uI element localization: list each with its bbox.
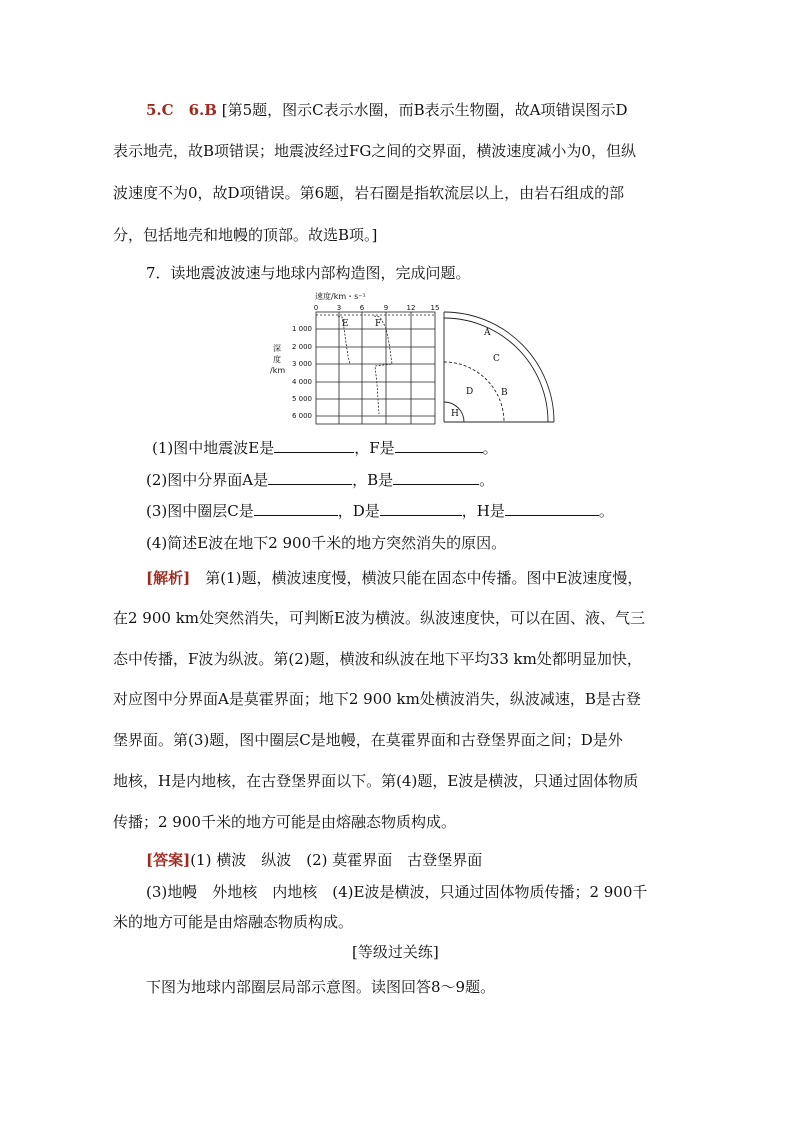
q7-sub-1-text-b: ，F是 <box>354 439 395 457</box>
speed-tick: 12 <box>406 304 416 312</box>
q5-6-answers: 5.C 6.B <box>146 101 217 119</box>
analysis-line-3: 态中传播，F波为纵波。第(2)题，横波和纵波在地下平均33 km处都明显加快， <box>113 650 642 668</box>
answer-text-1: (1) 横波 纵波 (2) 莫霍界面 古登堡界面 <box>190 851 483 869</box>
answer-line-1 <box>146 850 482 870</box>
analysis-line-7: 传播；2 900千米的地方可能是由熔融态物质构成。 <box>113 813 456 831</box>
depth-axis-title: 深 <box>273 344 281 353</box>
depth-tick: 4 000 <box>291 378 312 386</box>
layer-label-h: H <box>451 409 459 419</box>
q7-sub-3-text-d: 。 <box>598 502 614 520</box>
answer-blank <box>505 501 599 516</box>
analysis-line-6: 地核，H是内地核，在古登堡界面以下。第(4)题，E波是横波，只通过固体物质 <box>113 772 639 790</box>
q7-sub-1-text-a: (1)图中地震波E是 <box>152 439 275 457</box>
speed-tick: 9 <box>383 304 389 312</box>
analysis-line-1 <box>146 568 642 588</box>
q7-sub-2-text-b: ，B是 <box>352 471 394 489</box>
answer-line-2: (3)地幔 外地核 内地核 (4)E波是横波，只通过固体物质传播；2 900千 <box>146 883 648 901</box>
analysis-line-4: 对应图中分界面A是莫霍界面；地下2 900 km处横波消失，纵波减速，B是古登 <box>113 690 641 708</box>
speed-tick: 0 <box>313 304 319 312</box>
wave-label-e: E <box>342 319 349 329</box>
q7-sub-4: (4)简述E波在地下2 900千米的地方突然消失的原因。 <box>146 534 507 552</box>
seismic-figure <box>268 288 568 428</box>
depth-tick: 6 000 <box>291 412 312 420</box>
q5-6-line-3: 波速度不为0，故D项错误。第6题，岩石圈是指软流层以上，由岩石组成的部 <box>113 184 625 202</box>
section-title: [等级过关练] <box>352 943 439 961</box>
layer-label-d: D <box>466 387 474 397</box>
depth-axis-title: /km <box>270 366 286 375</box>
q5-6-line-4: 分，包括地壳和地幔的顶部。故选B项。] <box>113 226 378 244</box>
wave-label-f: F <box>375 319 382 329</box>
analysis-tag: [解析] <box>146 569 191 587</box>
layer-label-b: B <box>501 388 508 398</box>
speed-tick: 3 <box>336 304 342 312</box>
q7-sub-1 <box>152 438 498 458</box>
q7-sub-2-text-a: (2)图中分界面A是 <box>146 471 269 489</box>
speed-tick: 15 <box>430 304 440 312</box>
speed-axis-title: 速度/km・s⁻¹ <box>315 292 366 301</box>
answer-blank <box>395 438 483 453</box>
analysis-text-1: 第(1)题，横波速度慢，横波只能在固态中传播。图中E波速度慢， <box>190 569 643 587</box>
q5-6-line-2: 表示地壳，故B项错误；地震波经过FG之间的交界面，横波速度减小为0，但纵 <box>113 142 636 160</box>
q7-sub-1-text-c: 。 <box>482 439 498 457</box>
layer-label-c: C <box>493 354 500 364</box>
depth-tick: 2 000 <box>291 343 312 351</box>
q7-sub-2-text-c: 。 <box>479 471 495 489</box>
analysis-line-5: 堡界面。第(3)题，图中圈层C是地幔，在莫霍界面和古登堡界面之间；D是外 <box>113 731 623 749</box>
answer-blank <box>274 438 354 453</box>
q5-6-text-1: [第5题，图示C表示水圈，而B表示生物圈，故A项错误图示D <box>221 101 628 119</box>
q7-sub-3-text-a: (3)图中圈层C是 <box>146 502 254 520</box>
answer-blank <box>393 470 479 485</box>
answer-line-3: 米的地方可能是由熔融态物质构成。 <box>113 913 354 931</box>
q7-sub-3-text-b: ，D是 <box>337 502 380 520</box>
answer-blank <box>380 501 462 516</box>
analysis-line-2: 在2 900 km处突然消失，可判断E波为横波。纵波速度快，可以在固、液、气三 <box>113 609 645 627</box>
q7-sub-3-text-c: ，H是 <box>461 502 505 520</box>
speed-tick: 6 <box>359 304 365 312</box>
q7-sub-3 <box>146 501 614 521</box>
answer-tag: [答案] <box>146 851 191 869</box>
q7-sub-2 <box>146 470 494 490</box>
earth-section <box>444 312 554 422</box>
depth-tick: 5 000 <box>291 395 312 403</box>
answer-blank <box>268 470 352 485</box>
depth-tick: 1 000 <box>291 325 312 333</box>
answer-blank <box>254 501 338 516</box>
depth-axis-title: 度 <box>273 355 281 364</box>
q7-stem: 7．读地震波波速与地球内部构造图，完成问题。 <box>146 264 471 282</box>
q5-6-line-1 <box>146 100 627 120</box>
layer-label-a: A <box>484 328 491 338</box>
section-intro: 下图为地球内部圈层局部示意图。读图回答8～9题。 <box>146 978 496 996</box>
depth-tick: 3 000 <box>291 360 312 368</box>
